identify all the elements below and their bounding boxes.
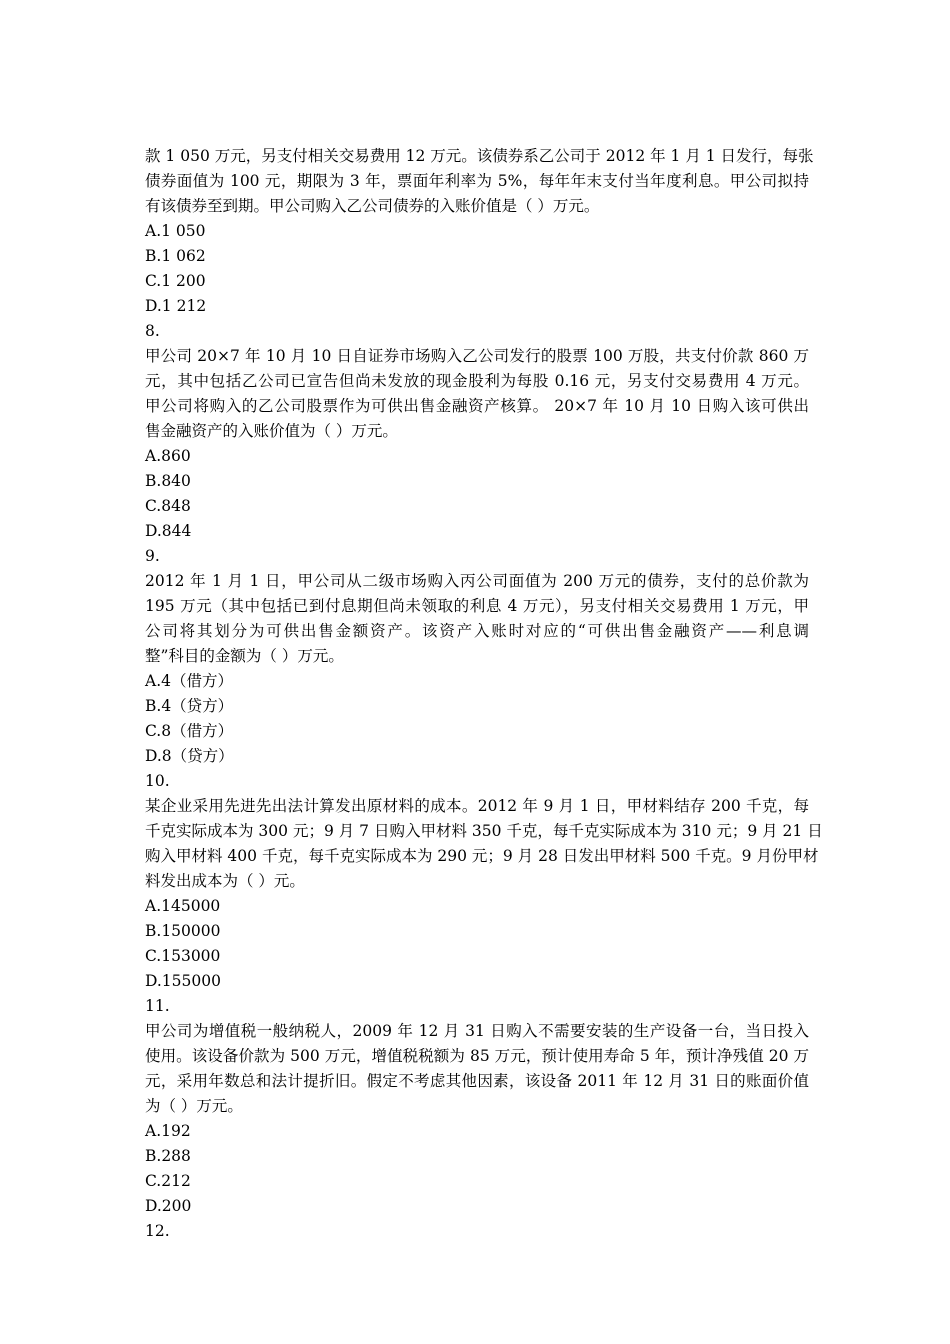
option-a: A.145000 xyxy=(145,897,221,915)
option-a: A.1 050 xyxy=(145,222,206,240)
option-b: B.150000 xyxy=(145,922,221,940)
option-d: D.8（贷方） xyxy=(145,747,234,765)
option-c: C.1 200 xyxy=(145,272,206,290)
question-9-stem xyxy=(145,569,809,669)
document-page xyxy=(145,144,823,1244)
stem-line: 甲公司为增值税一般纳税人，2009 年 12 月 31 日购入不需要安装的生产设备一台，当日投入 xyxy=(145,1022,809,1040)
question-8-stem xyxy=(145,344,809,444)
question-7-stem xyxy=(145,144,814,219)
stem-line: 2012 年 1 月 1 日，甲公司从二级市场购入丙公司面值为 200 万元的债券，支付的总价款为 xyxy=(145,572,809,590)
question-12-number: 12. xyxy=(145,1222,170,1240)
option-c: C.848 xyxy=(145,497,191,515)
stem-line: 购入甲材料 400 千克，每千克实际成本为 290 元；9 月 28 日发出甲材料 500 千克。9 月份甲材 xyxy=(145,847,819,865)
stem-line: 料发出成本为（ ）元。 xyxy=(145,872,305,890)
stem-line: 甲公司 20×7 年 10 月 10 日自证券市场购入乙公司发行的股票 100 万股，共支付价款 860 万 xyxy=(145,347,809,365)
stem-line: 甲公司将购入的乙公司股票作为可供出售金融资产核算。 20×7 年 10 月 10 日购入该可供出 xyxy=(145,397,809,415)
question-11-options xyxy=(145,1119,809,1219)
option-b: B.840 xyxy=(145,472,191,490)
question-11-number: 11. xyxy=(145,997,170,1015)
stem-line: 债券面值为 100 元，期限为 3 年，票面年利率为 5%，每年年末支付当年度利息。甲公司拟持 xyxy=(145,172,809,190)
stem-line: 为（ ）万元。 xyxy=(145,1097,243,1115)
option-b: B.288 xyxy=(145,1147,191,1165)
question-9-number: 9. xyxy=(145,547,160,565)
stem-line: 款 1 050 万元，另支付相关交易费用 12 万元。该债券系乙公司于 2012 年 1 月 1 日发行，每张 xyxy=(145,147,814,165)
option-d: D.1 212 xyxy=(145,297,207,315)
stem-line: 某企业采用先进先出法计算发出原材料的成本。2012 年 9 月 1 日，甲材料结存 200 千克，每 xyxy=(145,797,809,815)
stem-line: 整”科目的金额为（ ）万元。 xyxy=(145,647,344,665)
stem-line: 公司将其划分为可供出售金额资产。该资产入账时对应的“可供出售金融资产——利息调 xyxy=(145,622,809,640)
question-11-stem xyxy=(145,1019,809,1119)
option-d: D.200 xyxy=(145,1197,192,1215)
question-7-options xyxy=(145,219,809,319)
option-b: B.1 062 xyxy=(145,247,206,265)
stem-line: 元，其中包括乙公司已宣告但尚未发放的现金股利为每股 0.16 元，另支付交易费用 4 万元。 xyxy=(145,372,809,390)
stem-line: 使用。该设备价款为 500 万元，增值税税额为 85 万元，预计使用寿命 5 年，预计净残值 20 万 xyxy=(145,1047,809,1065)
question-10-options xyxy=(145,894,809,994)
question-10-number: 10. xyxy=(145,772,170,790)
stem-line: 195 万元（其中包括已到付息期但尚未领取的利息 4 万元），另支付相关交易费用 1 万元，甲 xyxy=(145,597,809,615)
question-9-options xyxy=(145,669,809,769)
option-d: D.155000 xyxy=(145,972,221,990)
option-c: C.8（借方） xyxy=(145,722,234,740)
stem-line: 元，采用年数总和法计提折旧。假定不考虑其他因素，该设备 2011 年 12 月 31 日的账面价值 xyxy=(145,1072,809,1090)
option-c: C.212 xyxy=(145,1172,191,1190)
option-a: A.860 xyxy=(145,447,191,465)
stem-line: 千克实际成本为 300 元；9 月 7 日购入甲材料 350 千克，每千克实际成本为 310 元；9 月 21 日 xyxy=(145,822,823,840)
option-a: A.192 xyxy=(145,1122,191,1140)
option-d: D.844 xyxy=(145,522,192,540)
option-a: A.4（借方） xyxy=(145,672,233,690)
option-c: C.153000 xyxy=(145,947,221,965)
stem-line: 有该债券至到期。甲公司购入乙公司债券的入账价值是（ ）万元。 xyxy=(145,197,600,215)
question-10-stem xyxy=(145,794,823,894)
question-8-options xyxy=(145,444,809,544)
option-b: B.4（贷方） xyxy=(145,697,234,715)
stem-line: 售金融资产的入账价值为（ ）万元。 xyxy=(145,422,398,440)
question-8-number: 8. xyxy=(145,322,160,340)
